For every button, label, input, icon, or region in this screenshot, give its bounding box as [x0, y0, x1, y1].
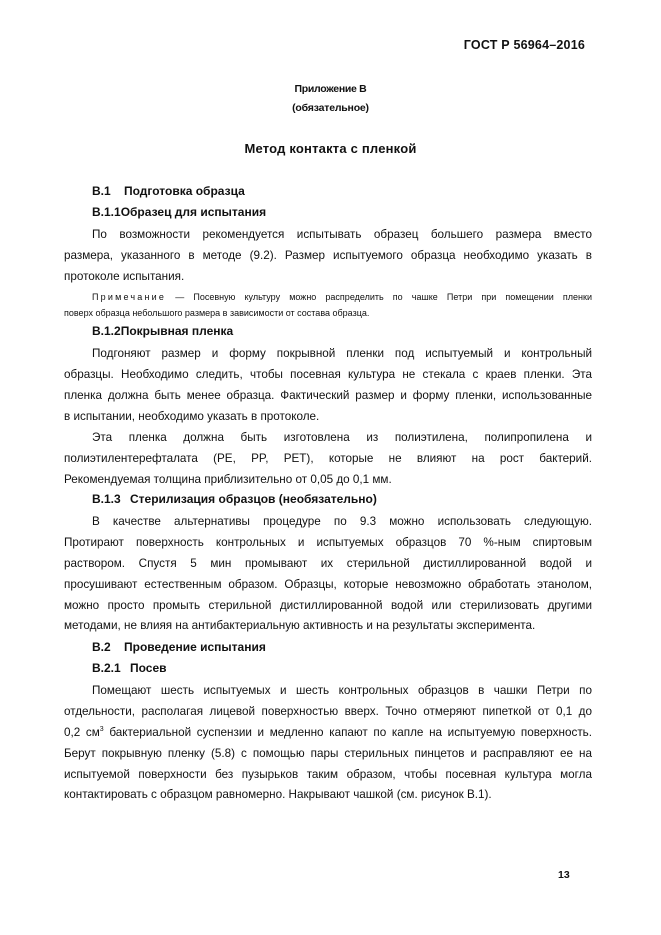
section-heading-b12	[92, 324, 233, 338]
text-line: размера, указанного в методе (9.2). Размер испытуемого образца необходимо указать в	[64, 248, 592, 262]
section-number: В.1.1	[92, 205, 121, 219]
note-label: Примечание	[92, 292, 167, 302]
section-number: В.1.3	[92, 492, 121, 506]
section-title: Стерилизация образцов (необязательно)	[130, 492, 377, 506]
note-b11	[64, 289, 592, 321]
section-heading-b1	[92, 184, 245, 198]
section-heading-b11	[92, 205, 266, 219]
text-line: можно просто промыть стерильной дистиллированной водой или стерилизовать другими	[64, 598, 592, 612]
section-number: В.2	[92, 640, 111, 654]
text-line: раствором. Спустя 5 мин промывают их стерильной дистиллированной водой и	[64, 556, 592, 570]
paragraph-b21	[64, 681, 592, 806]
text-line: В качестве альтернативы процедуре по 9.3 можно использовать следующую.	[92, 515, 592, 528]
text-line: Помещают шесть испытуемых и шесть контрольных образцов в чашки Петри по	[92, 684, 592, 697]
superscript-3: 3	[99, 725, 104, 733]
text-line: протоколе испытания.	[64, 269, 185, 283]
section-heading-b21	[92, 661, 167, 675]
document-standard-number: ГОСТ Р 56964–2016	[463, 38, 585, 52]
section-number: В.2.1	[92, 661, 121, 675]
text-line: Рекомендуемая толщина приблизительно от 0,05 до 0,1 мм.	[64, 472, 392, 486]
text-line: испытуемой поверхности без пузырьков таким образом, чтобы посевная культура могла	[64, 767, 592, 781]
paragraph-b12-1	[64, 344, 592, 428]
text-line: Берут покрывную пленку (5.8) с помощью пары стерильных пинцетов и расправляют ее на	[64, 746, 592, 760]
section-number: В.1	[92, 184, 111, 198]
text-line: полиэтилентерефталата (PE, PP, PET), которые не влияют на рост бактерий.	[64, 451, 592, 465]
note-line: Примечание — Посевную культуру можно распределить по чашке Петри при помещении пленки	[92, 292, 592, 302]
appendix-status: (обязательное)	[292, 102, 369, 114]
paragraph-b12-2	[64, 428, 592, 491]
text-line: Подгоняют размер и форму покрывной пленки под испытуемый и контрольный	[92, 347, 592, 360]
section-title: Посев	[130, 661, 167, 675]
section-number: В.1.2	[92, 324, 121, 338]
section-title: Проведение испытания	[124, 640, 266, 654]
section-heading-b13	[92, 492, 377, 506]
text-line: просушивают естественным образом. Образцы, которые невозможно обработать этанолом,	[64, 577, 592, 591]
text-line: в испытании, необходимо указать в протоколе.	[64, 409, 320, 423]
page-number: 13	[558, 869, 570, 881]
appendix-heading: Метод контакта с пленкой	[244, 141, 417, 156]
text-line: 0,2 $см^3$ бактериальной суспензии и медленно капают по капле на испытуемую поверхность.	[64, 725, 593, 739]
text-line: По возможности рекомендуется испытывать образец большего размера вместо	[92, 228, 592, 241]
text-line: контактировать с образцом равномерно. Накрывают чашкой (см. рисунок В.1).	[64, 788, 492, 802]
text-line: пленка должна быть менее образца. Фактический размер и форму пленки, использованные	[64, 388, 592, 402]
text-line: Протирают поверхность контрольных и испытуемых образцов 70 %-ным спиртовым	[64, 535, 592, 549]
text-line: Эта пленка должна быть изготовлена из полиэтилена, полипропилена и	[92, 431, 592, 444]
section-title: Образец для испытания	[120, 205, 267, 219]
text-line: методами, не влияя на антибактериальную активность и на результаты эксперимента.	[64, 619, 536, 633]
paragraph-b13	[64, 512, 592, 637]
paragraph-b11	[64, 225, 592, 288]
appendix-title: Приложение В	[294, 83, 367, 95]
text-line: образцы. Необходимо следить, чтобы посевная культура не стекала с краев пленки. Эта	[64, 367, 592, 381]
note-line: поверх образца небольшого размера в зависимости от состава образца.	[64, 308, 370, 318]
section-title: Подготовка образца	[124, 184, 245, 198]
section-title: Покрывная пленка	[120, 324, 234, 338]
section-heading-b2	[92, 640, 266, 654]
text-line: отдельности, располагая лицевой поверхностью вверх. Точно отмеряют пипеткой от 0,1 до	[64, 704, 592, 718]
